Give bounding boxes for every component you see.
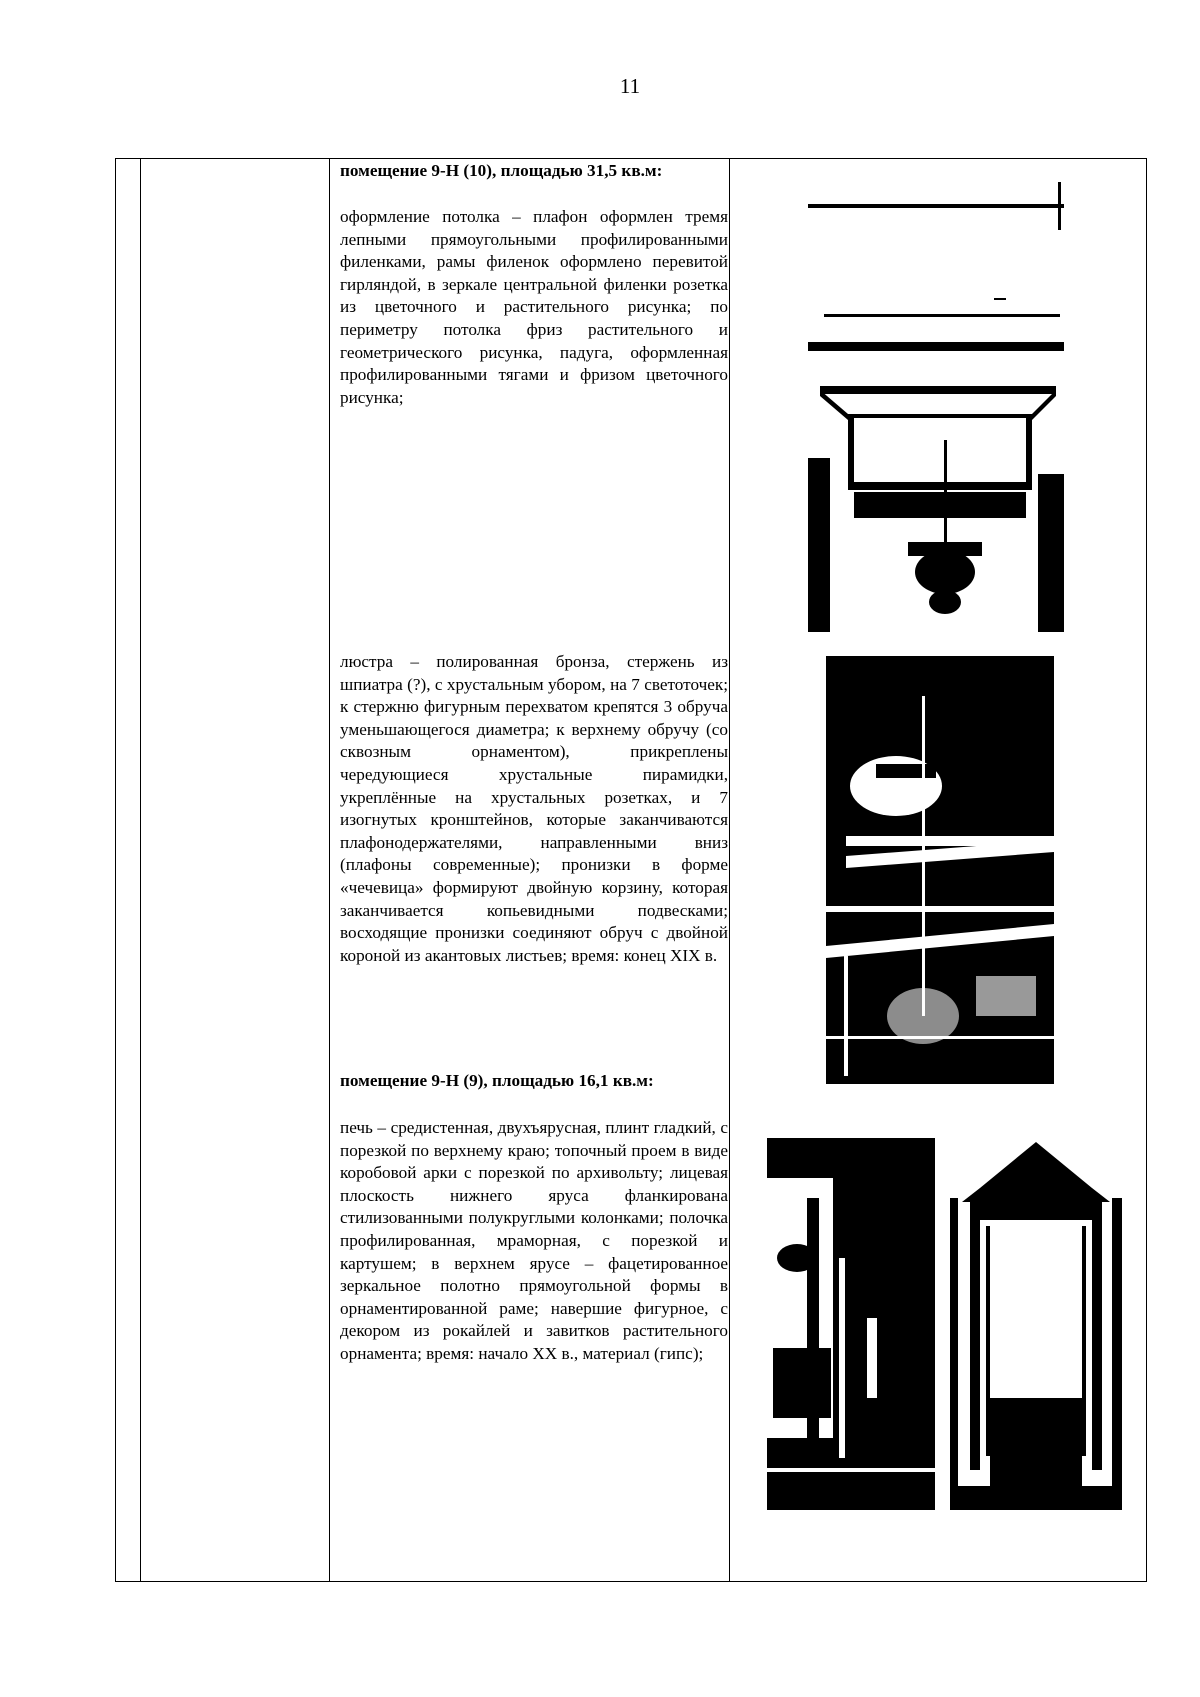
column-divider-3 bbox=[729, 159, 730, 1581]
stove-description: печь – средистенная, двухъярусная, плинт гладкий, с порезкой по верхнему краю; топочный проем в виде коробовой арки с порезкой по архивольту; лицевая плоскость нижнего яруса фланкирована стилизованными полукруглыми колонками; полочка профилированная, мраморная, с порезкой и картушем; в верхнем ярусе – фацетированное зеркальное полотно прямоугольной формы в орнаментированной раме; навершие фигурное, с декором из рокайлей и завитков растительного орнамента; время: начало XX в., материал (гипс); bbox=[340, 1118, 728, 1363]
chandelier-description: люстра – полированная бронза, стержень из шпиатра (?), с хрустальным убором, на 7 светоточек; к стержню фигурным перехватом крепятся 3 обруча уменьшающегося диаметра; к верхнему обручу (со сквозным орнаментом), прикреплены чередующиеся хрустальные пирамидки, укреплённые на хрустальных розетках, и 7 изогнутых кронштейнов, которые заканчиваются плафонодержателями, направленными вниз (плафоны современные); пронизки в форме «чечевица» формируют двойную корзину, которая заканчивается копьевидными подвесками; восходящие пронизки соединяют обруч с двойной короной из акантовых листьев; время: конец XIX в. bbox=[340, 652, 728, 965]
stove-photo-left bbox=[767, 1138, 935, 1510]
column-divider-1 bbox=[140, 159, 141, 1581]
ceiling-photo bbox=[808, 182, 1064, 632]
column-divider-2 bbox=[329, 159, 330, 1581]
section-heading-room-9: помещение 9-Н (9), площадью 16,1 кв.м: bbox=[340, 1071, 654, 1090]
page-number: 11 bbox=[619, 74, 641, 98]
chandelier-photo bbox=[826, 656, 1054, 1084]
section-heading-room-10: помещение 9-Н (10), площадью 31,5 кв.м: bbox=[340, 161, 663, 180]
stove-photo-right bbox=[950, 1138, 1122, 1510]
ceiling-description: оформление потолка – плафон оформлен тремя лепными прямоугольными профилированными филенками, рамы филенок оформлено перевитой гирляндой, в зеркале центральной филенки розетка из цветочного и растительного рисунка; по периметру потолка фриз растительного и геометрического рисунка, падуга, оформленная профилированными тягами и фризом цветочного рисунка; bbox=[340, 207, 728, 407]
